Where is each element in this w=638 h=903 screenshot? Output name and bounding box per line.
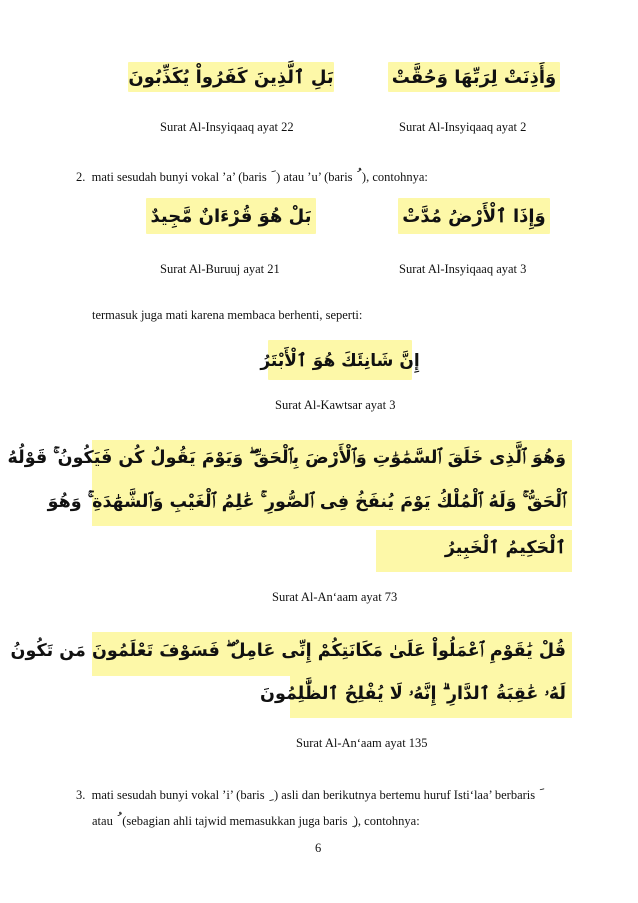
anam73-line-3: ٱلْحَكِيمُ ٱلْخَبِيرُ xyxy=(376,530,572,572)
item-3-line-1: 3. mati sesudah bunyi vokal ’i’ (baris ) asli dan berikutnya bertemu huruf Isti‘laa’ berbaris xyxy=(76,788,536,802)
anam73-line-1: وَهُوَ ٱلَّذِى خَلَقَ ٱلسَّمَٰوَٰتِ وَٱلْأَرْضَ بِٱلْحَقِّ ۖ وَيَوْمَ يَقُولُ كُن فَيَكُونُ ۚ قَوْلُهُ xyxy=(92,440,572,482)
caption-anam73: Surat Al-An‘aam ayat 73 xyxy=(272,590,398,604)
page-number: 6 xyxy=(315,841,322,855)
arabic-example-4: وَإِذَا ٱلْأَرْضُ مُدَّتْ xyxy=(398,198,550,234)
anam73-line-2: ٱلْحَقُّ ۚ وَلَهُ ٱلْمُلْكُ يَوْمَ يُنفَخُ فِى ٱلصُّورِ ۚ عَٰلِمُ ٱلْغَيْبِ وَٱلشَّهَٰدَةِ ۚ وَهُوَ xyxy=(92,482,572,526)
caption-anam135: Surat Al-An‘aam ayat 135 xyxy=(296,736,428,750)
item-2-text: 2. mati sesudah bunyi vokal ’a’ (baris ) atau ’u’ (baris ), contohnya: xyxy=(76,170,428,184)
item-3-line-2: atau (sebagian ahli tajwid memasukkan juga baris ), contohnya: xyxy=(92,814,420,828)
arabic-kawtsar: إِنَّ شَانِئَكَ هُوَ ٱلْأَبْتَرُ xyxy=(268,340,412,380)
caption-example-3: Surat Al-Buruuj ayat 21 xyxy=(160,262,280,276)
arabic-example-1: بَلِ ٱلَّذِينَ كَفَرُواْ يُكَذِّبُونَ xyxy=(128,62,334,92)
caption-example-4: Surat Al-Insyiqaaq ayat 3 xyxy=(399,262,527,276)
pause-text: termasuk juga mati karena membaca berhenti, seperti: xyxy=(92,308,363,322)
anam135-line-2: لَهُۥ عَٰقِبَةُ ٱلدَّارِ ۗ إِنَّهُۥ لَا يُفْلِحُ ٱلظَّٰلِمُونَ xyxy=(290,676,572,718)
anam135-line-1: قُلْ يَٰقَوْمِ ٱعْمَلُواْ عَلَىٰ مَكَانَتِكُمْ إِنِّى عَامِلٌ ۖ فَسَوْفَ تَعْلَمُونَ مَن تَكُونُ xyxy=(92,632,572,676)
item-3-number: 3. xyxy=(76,788,86,802)
arabic-example-3: بَلْ هُوَ قُرْءَانٌ مَّجِيدٌ xyxy=(146,198,316,234)
caption-example-1: Surat Al-Insyiqaaq ayat 22 xyxy=(160,120,294,134)
caption-example-2: Surat Al-Insyiqaaq ayat 2 xyxy=(399,120,527,134)
caption-kawtsar: Surat Al-Kawtsar ayat 3 xyxy=(275,398,396,412)
item-2-number: 2. xyxy=(76,170,86,184)
arabic-example-2: وَأَذِنَتْ لِرَبِّهَا وَحُقَّتْ xyxy=(388,62,560,92)
